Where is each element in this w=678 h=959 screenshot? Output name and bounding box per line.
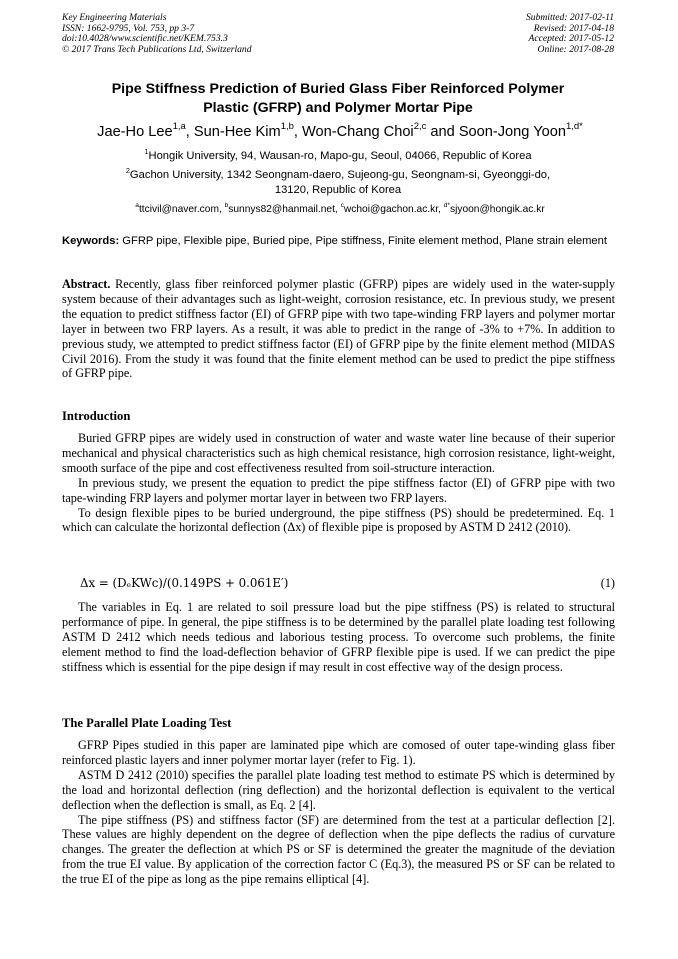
doi: doi:10.4028/www.scientific.net/KEM.753.3 bbox=[62, 33, 228, 45]
affiliation-mark: 1 bbox=[144, 146, 149, 156]
introduction-body-cont bbox=[62, 600, 615, 675]
abstract-label: Abstract. bbox=[62, 277, 111, 291]
author-separator: , bbox=[185, 124, 194, 140]
author-name: Won-Chang Choi bbox=[302, 124, 414, 140]
revised-date: Revised: 2017-04-18 bbox=[533, 22, 614, 34]
paragraph: Buried GFRP pipes are widely used in construction of water and waste water line because of their superior mechanical and physical characteristics such as high chemical resistance, high corrosion resistance, light-weight, smooth surface of the pipe and cost effectiveness resulted from soil-structure interaction. bbox=[62, 431, 615, 475]
journal-header-left bbox=[62, 13, 252, 55]
affiliation-text: Hongik University, 94, Wausan-ro, Mapo-gu, Seoul, 04066, Republic of Korea bbox=[148, 150, 532, 162]
author-name: Jae-Ho Lee bbox=[97, 124, 173, 140]
author-separator: and bbox=[426, 124, 459, 140]
title-line-2: Plastic (GFRP) and Polymer Mortar Pipe bbox=[203, 100, 473, 116]
abstract bbox=[62, 277, 615, 381]
author-separator: , bbox=[293, 124, 302, 140]
email-list: $^a$ttcivil@naver.com, $^b$sunnys82@hanmail.net, $^c$wchoi@gachon.ac.kr, $^{d*}$sjyoon@hongik.ac.kr bbox=[135, 201, 545, 215]
author-name: Soon-Jong Yoon bbox=[458, 124, 566, 140]
equation-number: (1) bbox=[600, 576, 615, 590]
email-address[interactable]: sunnys82@hanmail.net bbox=[228, 204, 335, 215]
email-address[interactable]: wchoi@gachon.ac.kr bbox=[343, 204, 439, 215]
affiliation-text: Gachon University, 1342 Seongnam-daero, Sujeong-gu, Seongnam-si, Gyeonggi-do, bbox=[129, 169, 551, 181]
journal-name: Key Engineering Materials bbox=[62, 12, 167, 23]
email-mark: a bbox=[135, 201, 139, 209]
accepted-date: Accepted: 2017-05-12 bbox=[528, 33, 614, 45]
affiliation-text-cont: 13120, Republic of Korea bbox=[274, 183, 402, 196]
author-affiliation-mark: 2,c bbox=[413, 121, 427, 133]
author-list bbox=[40, 123, 640, 142]
affiliation-2 bbox=[62, 165, 614, 197]
affiliation-1 bbox=[62, 146, 614, 164]
submitted-date: Submitted: 2017-02-11 bbox=[525, 12, 614, 23]
issn: ISSN: 1662-9795, Vol. 753, pp 3-7 bbox=[62, 22, 195, 34]
journal-header-right bbox=[526, 13, 614, 55]
title-line-1: Pipe Stiffness Prediction of Buried Glass Fiber Reinforced Polymer bbox=[111, 81, 565, 97]
email-address[interactable]: ttcivil@naver.com bbox=[138, 204, 219, 215]
section-heading-introduction: Introduction bbox=[62, 409, 131, 423]
keywords-label: Keywords: bbox=[62, 235, 120, 247]
paragraph: ASTM D 2412 (2010) specifies the parallel plate loading test method to estimate PS which is determined by the load and horizontal deflection (ring deflection) and the horizontal deflection is equivalent to the vertical deflection when the deflection is small, as Eq. 2 [4]. bbox=[62, 767, 615, 812]
equation-expression: Δx = (DₑKWc)/(0.149PS + 0.061E′) bbox=[80, 576, 289, 590]
paragraph: The variables in Eq. 1 are related to soil pressure load but the pipe stiffness (PS) is related to structural performance of pipe. In general, the pipe stiffness is to be determined by the parallel plate loading test following ASTM D 2412 which needs tedious and laborious testing process. To overcome such problems, the finite element method to find the load-deflection behavior of GFRP flexible pipe is used. If we can predict the pipe stiffness which is essential for the pipe design if may result in cost effective way of the design process. bbox=[62, 600, 615, 674]
online-date: Online: 2017-08-28 bbox=[537, 43, 614, 55]
email-mark: c bbox=[340, 201, 344, 209]
affiliation-mark: 2 bbox=[125, 165, 130, 175]
paragraph: The pipe stiffness (PS) and stiffness factor (SF) are determined from the test at a particular deflection [2]. These values are highly dependent on the degree of deflection when the pipe deflects the radius of curvature changes. The greater the deflection at which PS or SF is determined the greater the magnitude of the deviation from the true EI value. By application of the correction factor C (Eq.3), the measured PS or SF can be related to the true EI of the pipe as long as the pipe remains elliptical [4]. bbox=[62, 812, 615, 887]
paragraph: In previous study, we present the equation to predict the pipe stiffness factor (EI) of GFRP pipe with two tape-winding FRP layers and polymer mortar layer in between two FRP layers. bbox=[62, 475, 615, 505]
author-affiliation-mark: 1,b bbox=[280, 121, 294, 133]
equation-1 bbox=[80, 575, 615, 591]
author-name: Sun-Hee Kim bbox=[193, 124, 281, 140]
copyright: © 2017 Trans Tech Publications Ltd, Switzerland bbox=[62, 43, 252, 55]
author-affiliation-mark: 1,d* bbox=[565, 121, 583, 133]
email-address[interactable]: sjyoon@hongik.ac.kr bbox=[450, 204, 545, 215]
abstract-text: Recently, glass fiber reinforced polymer plastic (GFRP) pipes are widely used in the water-supply system because of their advantages such as light-weight, corrosion resistance, etc. In previous study, we present the equation to predict stiffness factor (EI) of GFRP pipe with two tape-winding FRP layers and polymer mortar layer in between two FRP layers. As a result, it was able to predict in the range of -3% to +7%. In addition to previous study, we attempted to predict stiffness factor (EI) of GFRP pipe by the finite element method (MIDAS Civil 2016). From the study it was found that the finite element method can be used to predict the pipe stiffness of GFRP pipe. bbox=[62, 277, 615, 381]
section-heading-parallel-plate: The Parallel Plate Loading Test bbox=[62, 716, 232, 730]
author-affiliation-mark: 1,a bbox=[172, 121, 186, 133]
keywords bbox=[62, 234, 615, 248]
parallel-plate-body bbox=[62, 738, 615, 887]
keywords-text: GFRP pipe, Flexible pipe, Buried pipe, Pipe stiffness, Finite element method, Plane strain element bbox=[119, 235, 607, 247]
paper-title bbox=[62, 80, 614, 118]
email-mark: d* bbox=[443, 201, 450, 209]
paragraph: GFRP Pipes studied in this paper are laminated pipe which are comosed of outer tape-winding glass fiber reinforced plastic layers and inner polymer mortar layer (refer to Fig. 1). bbox=[62, 738, 615, 767]
introduction-body bbox=[62, 431, 615, 535]
email-mark: b bbox=[224, 201, 229, 209]
paragraph: To design flexible pipes to be buried underground, the pipe stiffness (PS) should be predetermined. Eq. 1 which can calculate the horizontal deflection (Δx) of flexible pipe is proposed by ASTM D 2412 (2010). bbox=[62, 505, 615, 535]
